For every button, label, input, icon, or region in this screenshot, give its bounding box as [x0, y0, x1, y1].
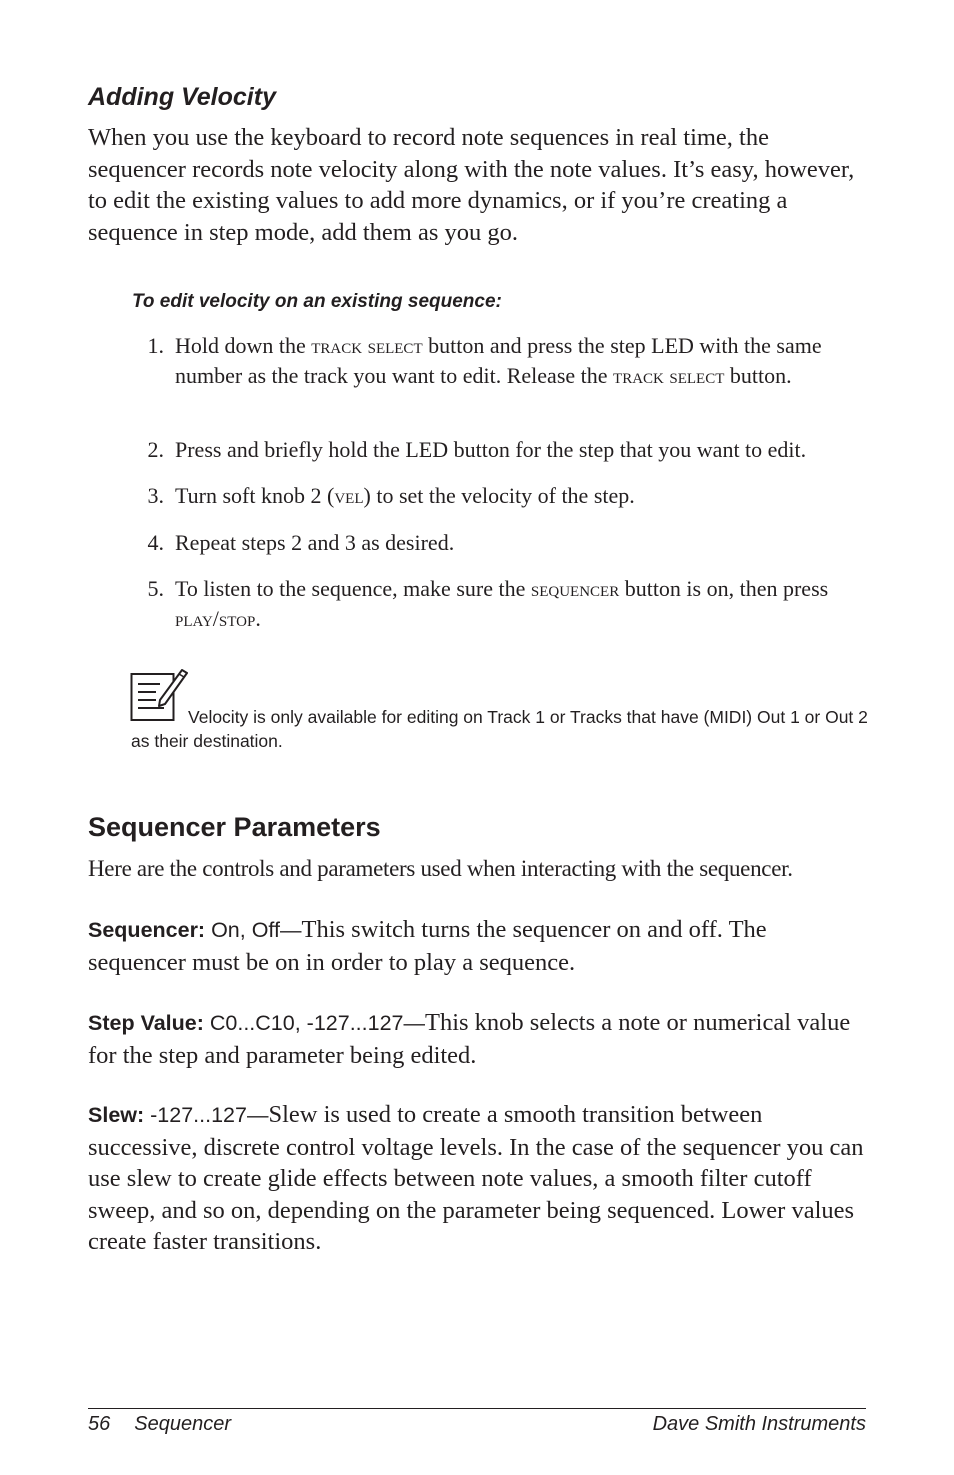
- step-number: 2.: [147, 437, 164, 462]
- page-number: 56: [88, 1413, 111, 1435]
- step-number: 5.: [147, 576, 164, 601]
- param-sequencer: [88, 914, 868, 978]
- step-text: Hold down the track select button and press the step LED with the same number as the track you want to edit. Release the track select button.: [175, 333, 822, 388]
- button-name: play/stop: [175, 605, 256, 631]
- step-text: To listen to the sequence, make sure the sequencer button is on, then press play/stop.: [175, 576, 829, 631]
- footer-left: [88, 1413, 231, 1436]
- step-text: Repeat steps 2 and 3 as desired.: [175, 530, 455, 555]
- button-name: track select: [613, 362, 725, 388]
- procedure-title: To edit velocity on an existing sequence:: [132, 291, 502, 312]
- step-number: 4.: [147, 530, 164, 555]
- param-range: On, Off—: [205, 918, 302, 942]
- param-range: -127...127—: [144, 1103, 269, 1127]
- step-text: Press and briefly hold the LED button for the step that you want to edit.: [175, 437, 807, 462]
- step-number: 1.: [147, 333, 164, 358]
- param-range: C0...C10, -127...127—: [203, 1011, 425, 1035]
- step-number: 3.: [147, 483, 164, 508]
- param-name: Slew:: [88, 1103, 145, 1127]
- intro-paragraph: When you use the keyboard to record note sequences in real time, the sequencer records note velocity along with the note values. It’s easy, however, to edit the existing values to add more dynamics, or if you’re creating a sequence in step mode, add them as you go.: [88, 124, 855, 246]
- param-step-value: [88, 1007, 868, 1071]
- param-name: Sequencer:: [88, 918, 206, 942]
- section-heading-sequencer-parameters: Sequencer Parameters: [88, 812, 381, 842]
- param-name: Step Value:: [88, 1011, 204, 1035]
- step-text: Turn soft knob 2 (vel) to set the velocity of the step.: [175, 483, 635, 508]
- note-text: Velocity is only available for editing on Track 1 or Tracks that have (MIDI) Out 1 or Out 2 as their destination.: [131, 707, 868, 751]
- button-name: track select: [311, 333, 423, 358]
- footer-rule: [88, 1408, 866, 1409]
- footer-section: Sequencer: [134, 1413, 231, 1435]
- button-name: sequencer: [530, 576, 620, 601]
- param-slew: [88, 1099, 868, 1258]
- param-description: This switch turns the sequencer on and off. The sequencer must be on in order to play a sequence.: [88, 916, 767, 976]
- footer-publisher: Dave Smith Instruments: [652, 1413, 866, 1435]
- param-description: This knob selects a note or numerical value for the step and parameter being edited.: [88, 1009, 851, 1069]
- params-intro: Here are the controls and parameters used when interacting with the sequencer.: [88, 856, 793, 881]
- param-description: Slew is used to create a smooth transition between successive, discrete control voltage levels. In the case of the sequencer you can use slew to create glide effects between note values, a smooth filter cutoff sweep, and so on, depending on the parameter being sequenced. Lower values create faster transitions.: [88, 1101, 864, 1255]
- section-heading-adding-velocity: Adding Velocity: [88, 83, 276, 111]
- knob-name: vel: [334, 483, 364, 508]
